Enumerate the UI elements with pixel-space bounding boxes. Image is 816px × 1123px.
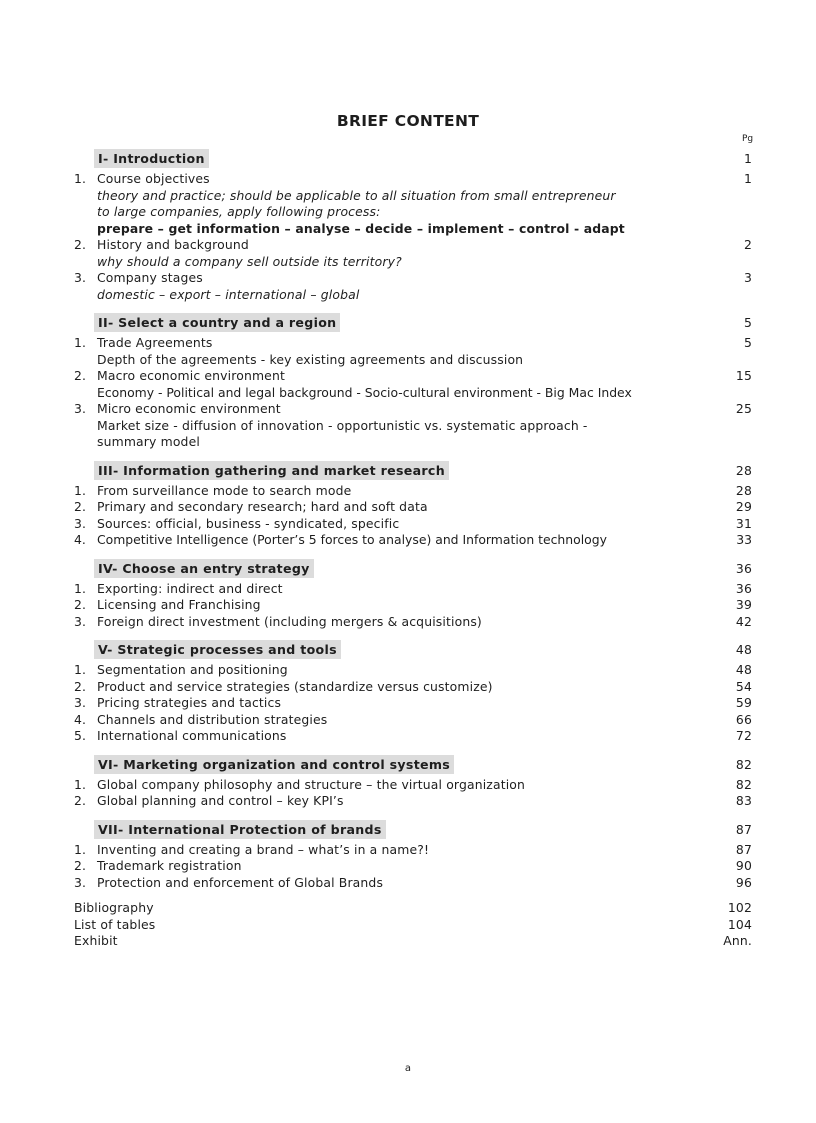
entry-text: Foreign direct investment (including mergers & acquisitions) [97, 613, 482, 629]
entry-number: 3. [74, 874, 87, 890]
entry-number: 2. [74, 499, 87, 514]
toc-section [0, 558, 816, 631]
entry-page-number: 90 [735, 858, 752, 873]
entry-page-number: 36 [735, 580, 752, 596]
entry-text: International communications [97, 728, 287, 743]
entry-number: 3. [74, 613, 87, 629]
entry-number: 2. [74, 237, 87, 252]
entry-text: domestic – export – international – global [97, 286, 360, 302]
entry-number: 1. [74, 335, 87, 350]
toc-entry [0, 418, 816, 435]
back-matter-text: Bibliography [74, 900, 154, 915]
toc-entry [0, 221, 816, 238]
toc-entry[interactable] [0, 581, 816, 598]
entry-text: Inventing and creating a brand – what’s in a name?! [97, 841, 430, 857]
entry-number: 1. [74, 841, 87, 857]
entry-page-number: 25 [735, 401, 752, 416]
toc-entry [0, 434, 816, 451]
entry-number: 1. [74, 662, 87, 677]
entry-page-number: 29 [735, 499, 752, 514]
entry-page-number: 54 [735, 678, 752, 694]
entry-page-number: 59 [735, 695, 752, 710]
section-heading[interactable] [0, 558, 816, 579]
toc-section [0, 819, 816, 892]
entry-number: 2. [74, 678, 87, 694]
entry-number: 3. [74, 270, 87, 285]
entry-text: Trade Agreements [97, 335, 213, 350]
entry-text: theory and practice; should be applicable to all situation from small entrepreneur [97, 187, 616, 203]
back-matter-entry[interactable] [0, 917, 816, 934]
toc-entry[interactable] [0, 614, 816, 631]
section-page-number: 87 [735, 821, 752, 837]
entry-text: Sources: official, business - syndicated, specific [97, 515, 400, 531]
entry-number: 1. [74, 580, 87, 596]
section-page-number: 1 [743, 151, 752, 166]
entry-page-number: 83 [735, 793, 752, 808]
toc-entry[interactable] [0, 712, 816, 729]
entry-text: From surveillance mode to search mode [97, 482, 352, 498]
entry-number: 2. [74, 368, 87, 383]
back-matter-page: 104 [727, 916, 752, 932]
entry-number: 2. [74, 793, 87, 808]
entry-text: Company stages [97, 270, 203, 285]
entry-text: Licensing and Franchising [97, 597, 261, 612]
toc-entry[interactable] [0, 662, 816, 679]
toc-entry[interactable] [0, 858, 816, 875]
entry-number: 1. [74, 776, 87, 792]
back-matter-entry[interactable] [0, 900, 816, 917]
entry-number: 3. [74, 695, 87, 710]
entry-text: Competitive Intelligence (Porter’s 5 forces to analyse) and Information technology [97, 532, 607, 547]
section-page-number: 82 [735, 756, 752, 772]
entry-page-number: 5 [743, 335, 752, 350]
entry-number: 3. [74, 401, 87, 416]
toc-entry[interactable] [0, 695, 816, 712]
toc-entry [0, 254, 816, 271]
entry-text: Micro economic environment [97, 401, 281, 416]
entry-page-number: 72 [735, 728, 752, 743]
toc-entry[interactable] [0, 401, 816, 418]
toc-entry[interactable] [0, 368, 816, 385]
section-page-number: 48 [735, 642, 752, 657]
entry-text: Pricing strategies and tactics [97, 695, 282, 710]
toc-entry[interactable] [0, 171, 816, 188]
section-heading[interactable] [0, 460, 816, 481]
section-title: III- Information gathering and market research [94, 461, 449, 480]
entry-number: 3. [74, 515, 87, 531]
toc-section [0, 148, 816, 303]
toc-entry[interactable] [0, 728, 816, 745]
section-page-number: 5 [743, 315, 752, 330]
toc-entry[interactable] [0, 842, 816, 859]
section-heading[interactable] [0, 639, 816, 660]
toc-entry[interactable] [0, 516, 816, 533]
toc-entry [0, 204, 816, 221]
back-matter-page: Ann. [723, 933, 752, 948]
section-page-number: 36 [735, 560, 752, 576]
toc-section [0, 312, 816, 451]
entry-text: Channels and distribution strategies [97, 711, 328, 727]
section-title: I- Introduction [94, 149, 209, 168]
entry-text: Macro economic environment [97, 368, 285, 383]
section-title: V- Strategic processes and tools [94, 640, 341, 659]
entry-number: 1. [74, 482, 87, 498]
entry-number: 4. [74, 532, 86, 547]
entry-text: Course objectives [97, 171, 210, 186]
entry-page-number: 15 [735, 368, 752, 383]
entry-text: Economy - Political and legal background - Socio-cultural environment - Big Mac Index [97, 384, 632, 400]
toc-entry [0, 188, 816, 205]
toc-section [0, 754, 816, 810]
toc-entry [0, 287, 816, 304]
entry-text: Product and service strategies (standardize versus customize) [97, 678, 493, 694]
table-of-contents [0, 148, 816, 950]
toc-entry[interactable] [0, 335, 816, 352]
toc-entry[interactable] [0, 777, 816, 794]
toc-entry[interactable] [0, 270, 816, 287]
toc-entry[interactable] [0, 597, 816, 614]
entry-text: Global planning and control – key KPI’s [97, 793, 344, 808]
section-heading[interactable] [0, 312, 816, 333]
entry-page-number: 82 [735, 776, 752, 792]
entry-text: Protection and enforcement of Global Brands [97, 874, 384, 890]
back-matter-page: 102 [727, 900, 752, 915]
entry-text: Exporting: indirect and direct [97, 580, 283, 596]
back-matter-text: List of tables [74, 916, 156, 932]
entry-page-number: 87 [735, 841, 752, 857]
toc-entry [0, 385, 816, 402]
section-heading[interactable] [0, 754, 816, 775]
entry-text: to large companies, apply following process: [97, 204, 381, 219]
entry-page-number: 31 [735, 515, 752, 531]
entry-text: summary model [97, 434, 200, 449]
toc-entry[interactable] [0, 793, 816, 810]
page-footer: a [404, 1063, 412, 1074]
section-heading[interactable] [0, 819, 816, 840]
entry-number: 1. [74, 171, 87, 186]
entry-number: 5. [74, 728, 87, 743]
toc-entry[interactable] [0, 237, 816, 254]
page-title: BRIEF CONTENT [336, 112, 480, 130]
entry-text: prepare – get information – analyse – decide – implement – control - adapt [97, 220, 625, 236]
section-title: IV- Choose an entry strategy [94, 559, 314, 578]
entry-page-number: 66 [735, 711, 752, 727]
entry-text: Global company philosophy and structure – the virtual organization [97, 776, 526, 792]
entry-text: Market size - diffusion of innovation - opportunistic vs. systematic approach - [97, 417, 588, 433]
entry-text: why should a company sell outside its territory? [97, 253, 402, 269]
section-title: VI- Marketing organization and control systems [94, 755, 454, 774]
toc-entry[interactable] [0, 483, 816, 500]
page-column-header: Pg [742, 134, 754, 144]
back-matter [0, 900, 816, 950]
toc-entry [0, 352, 816, 369]
entry-page-number: 2 [743, 237, 752, 252]
entry-page-number: 28 [735, 482, 752, 498]
toc-section [0, 460, 816, 549]
entry-text: Trademark registration [97, 858, 242, 873]
section-heading[interactable] [0, 148, 816, 169]
toc-entry[interactable] [0, 679, 816, 696]
entry-number: 2. [74, 858, 87, 873]
toc-entry[interactable] [0, 499, 816, 516]
section-title: II- Select a country and a region [94, 313, 340, 332]
toc-entry[interactable] [0, 532, 816, 549]
back-matter-text: Exhibit [74, 933, 118, 948]
entry-page-number: 3 [743, 270, 752, 285]
section-title: VII- International Protection of brands [94, 820, 386, 839]
entry-page-number: 42 [735, 613, 752, 629]
toc-entry[interactable] [0, 875, 816, 892]
entry-page-number: 33 [736, 532, 752, 547]
toc-section [0, 639, 816, 745]
entry-number: 4. [74, 711, 87, 727]
entry-page-number: 96 [735, 874, 752, 890]
back-matter-entry[interactable] [0, 933, 816, 950]
entry-text: History and background [97, 237, 249, 252]
entry-page-number: 39 [735, 597, 752, 612]
section-page-number: 28 [735, 462, 752, 478]
entry-page-number: 1 [743, 171, 752, 186]
entry-text: Depth of the agreements - key existing agreements and discussion [97, 351, 524, 367]
entry-number: 2. [74, 597, 87, 612]
entry-text: Primary and secondary research; hard and soft data [97, 499, 428, 514]
entry-text: Segmentation and positioning [97, 662, 288, 677]
entry-page-number: 48 [735, 662, 752, 677]
